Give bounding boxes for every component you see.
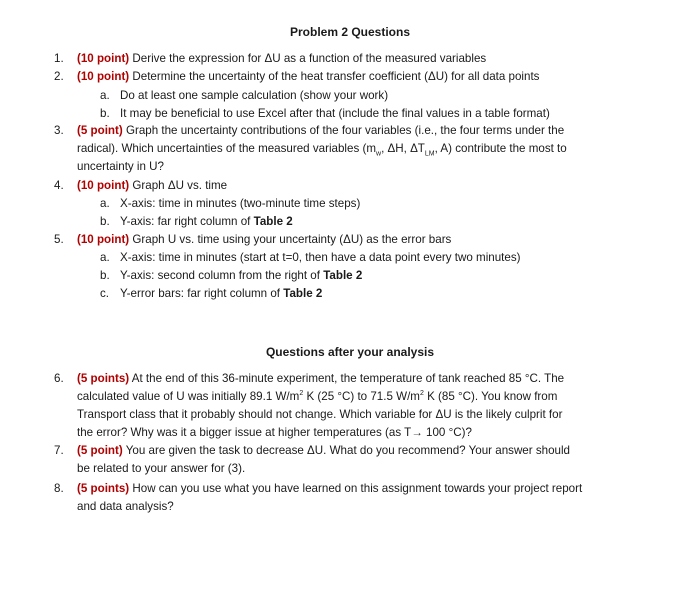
question-text: the error? Why was it a bigger issue at higher temperatures (as T→ 100 °C)? [77,426,472,439]
sub-item [100,285,640,303]
question-number: 7. [54,444,64,457]
points-label: (5 point) [77,444,123,457]
question-2 [54,68,634,86]
table-reference: Table 2 [253,215,293,228]
sub-text: Do at least one sample calculation (show your work) [120,89,389,102]
question-text: uncertainty in U? [77,160,164,173]
question-7 [54,442,634,478]
points-label: (5 points) [77,372,130,385]
question-text: Transport class that it probably should not change. Which variable for ΔU is the likely culprit for [77,408,563,421]
question-number: 6. [54,372,64,385]
table-reference: Table 2 [323,269,363,282]
sub-letter: a. [100,197,110,210]
table-reference: Table 2 [283,287,323,300]
sub-text: X-axis: time in minutes (two-minute time steps) [120,197,361,210]
question-text: How can you use what you have learned on this assignment towards your project report [129,482,583,495]
question-text: , ΔH, ΔT [381,142,425,155]
superscript: 2 [419,390,424,398]
sub-letter: a. [100,89,110,102]
question-5 [54,231,634,249]
sub-letter: b. [100,107,110,120]
subscript: LM [424,150,435,158]
sub-letter: a. [100,251,110,264]
question-text: radical). Which uncertainties of the measured variables (m [77,142,376,155]
sub-letter: c. [100,287,110,300]
question-text: K (85 °C). You know from [423,390,558,403]
question-number: 3. [54,124,64,137]
points-label: (10 point) [77,70,130,83]
points-label: (5 points) [77,482,130,495]
sub-item [100,267,640,285]
sub-letter: b. [100,215,110,228]
question-text: You are given the task to decrease ΔU. What do you recommend? Your answer should [122,444,571,457]
superscript: 2 [299,390,304,398]
points-label: (10 point) [77,52,130,65]
question-6 [54,370,634,442]
question-text: Graph U vs. time using your uncertainty (ΔU) as the error bars [129,233,452,246]
question-text: Graph ΔU vs. time [129,179,228,192]
sub-text: Y-error bars: far right column of [120,287,284,300]
question-number: 4. [54,179,64,192]
question-number: 8. [54,482,64,495]
points-label: (10 point) [77,233,130,246]
question-text: Derive the expression for ΔU as a function of the measured variables [129,52,487,65]
sub-item [100,249,640,267]
subscript: w [376,150,382,158]
sub-text: Y-axis: second column from the right of [120,269,324,282]
question-text: Determine the uncertainty of the heat transfer coefficient (ΔU) for all data points [129,70,540,83]
question-number: 2. [54,70,64,83]
question-text: and data analysis? [77,500,174,513]
points-label: (10 point) [77,179,130,192]
page-title: Problem 2 Questions [289,25,411,39]
sub-item [100,105,640,123]
sub-text: It may be beneficial to use Excel after that (include the final values in a table format) [120,107,550,120]
question-text: At the end of this 36-minute experiment, the temperature of tank reached 85 °C. The [129,372,565,385]
question-1 [54,50,634,68]
points-label: (5 point) [77,124,123,137]
question-4 [54,177,634,195]
question-3 [54,122,634,176]
question-number: 5. [54,233,64,246]
sub-item [100,213,640,231]
question-text: K (25 °C) to 71.5 W/m [303,390,420,403]
question-text: calculated value of U was initially 89.1 W/m [77,390,300,403]
section-title: Questions after your analysis [265,345,435,359]
sub-text: Y-axis: far right column of [120,215,254,228]
question-text: be related to your answer for (3). [77,462,246,475]
sub-item [100,87,640,105]
sub-letter: b. [100,269,110,282]
question-number: 1. [54,52,64,65]
sub-text: X-axis: time in minutes (start at t=0, then have a data point every two minutes) [120,251,521,264]
question-text: Graph the uncertainty contributions of the four variables (i.e., the four terms under the [122,124,565,137]
sub-item [100,195,640,213]
question-8 [54,480,634,516]
question-text: , A) contribute the most to [434,142,567,155]
